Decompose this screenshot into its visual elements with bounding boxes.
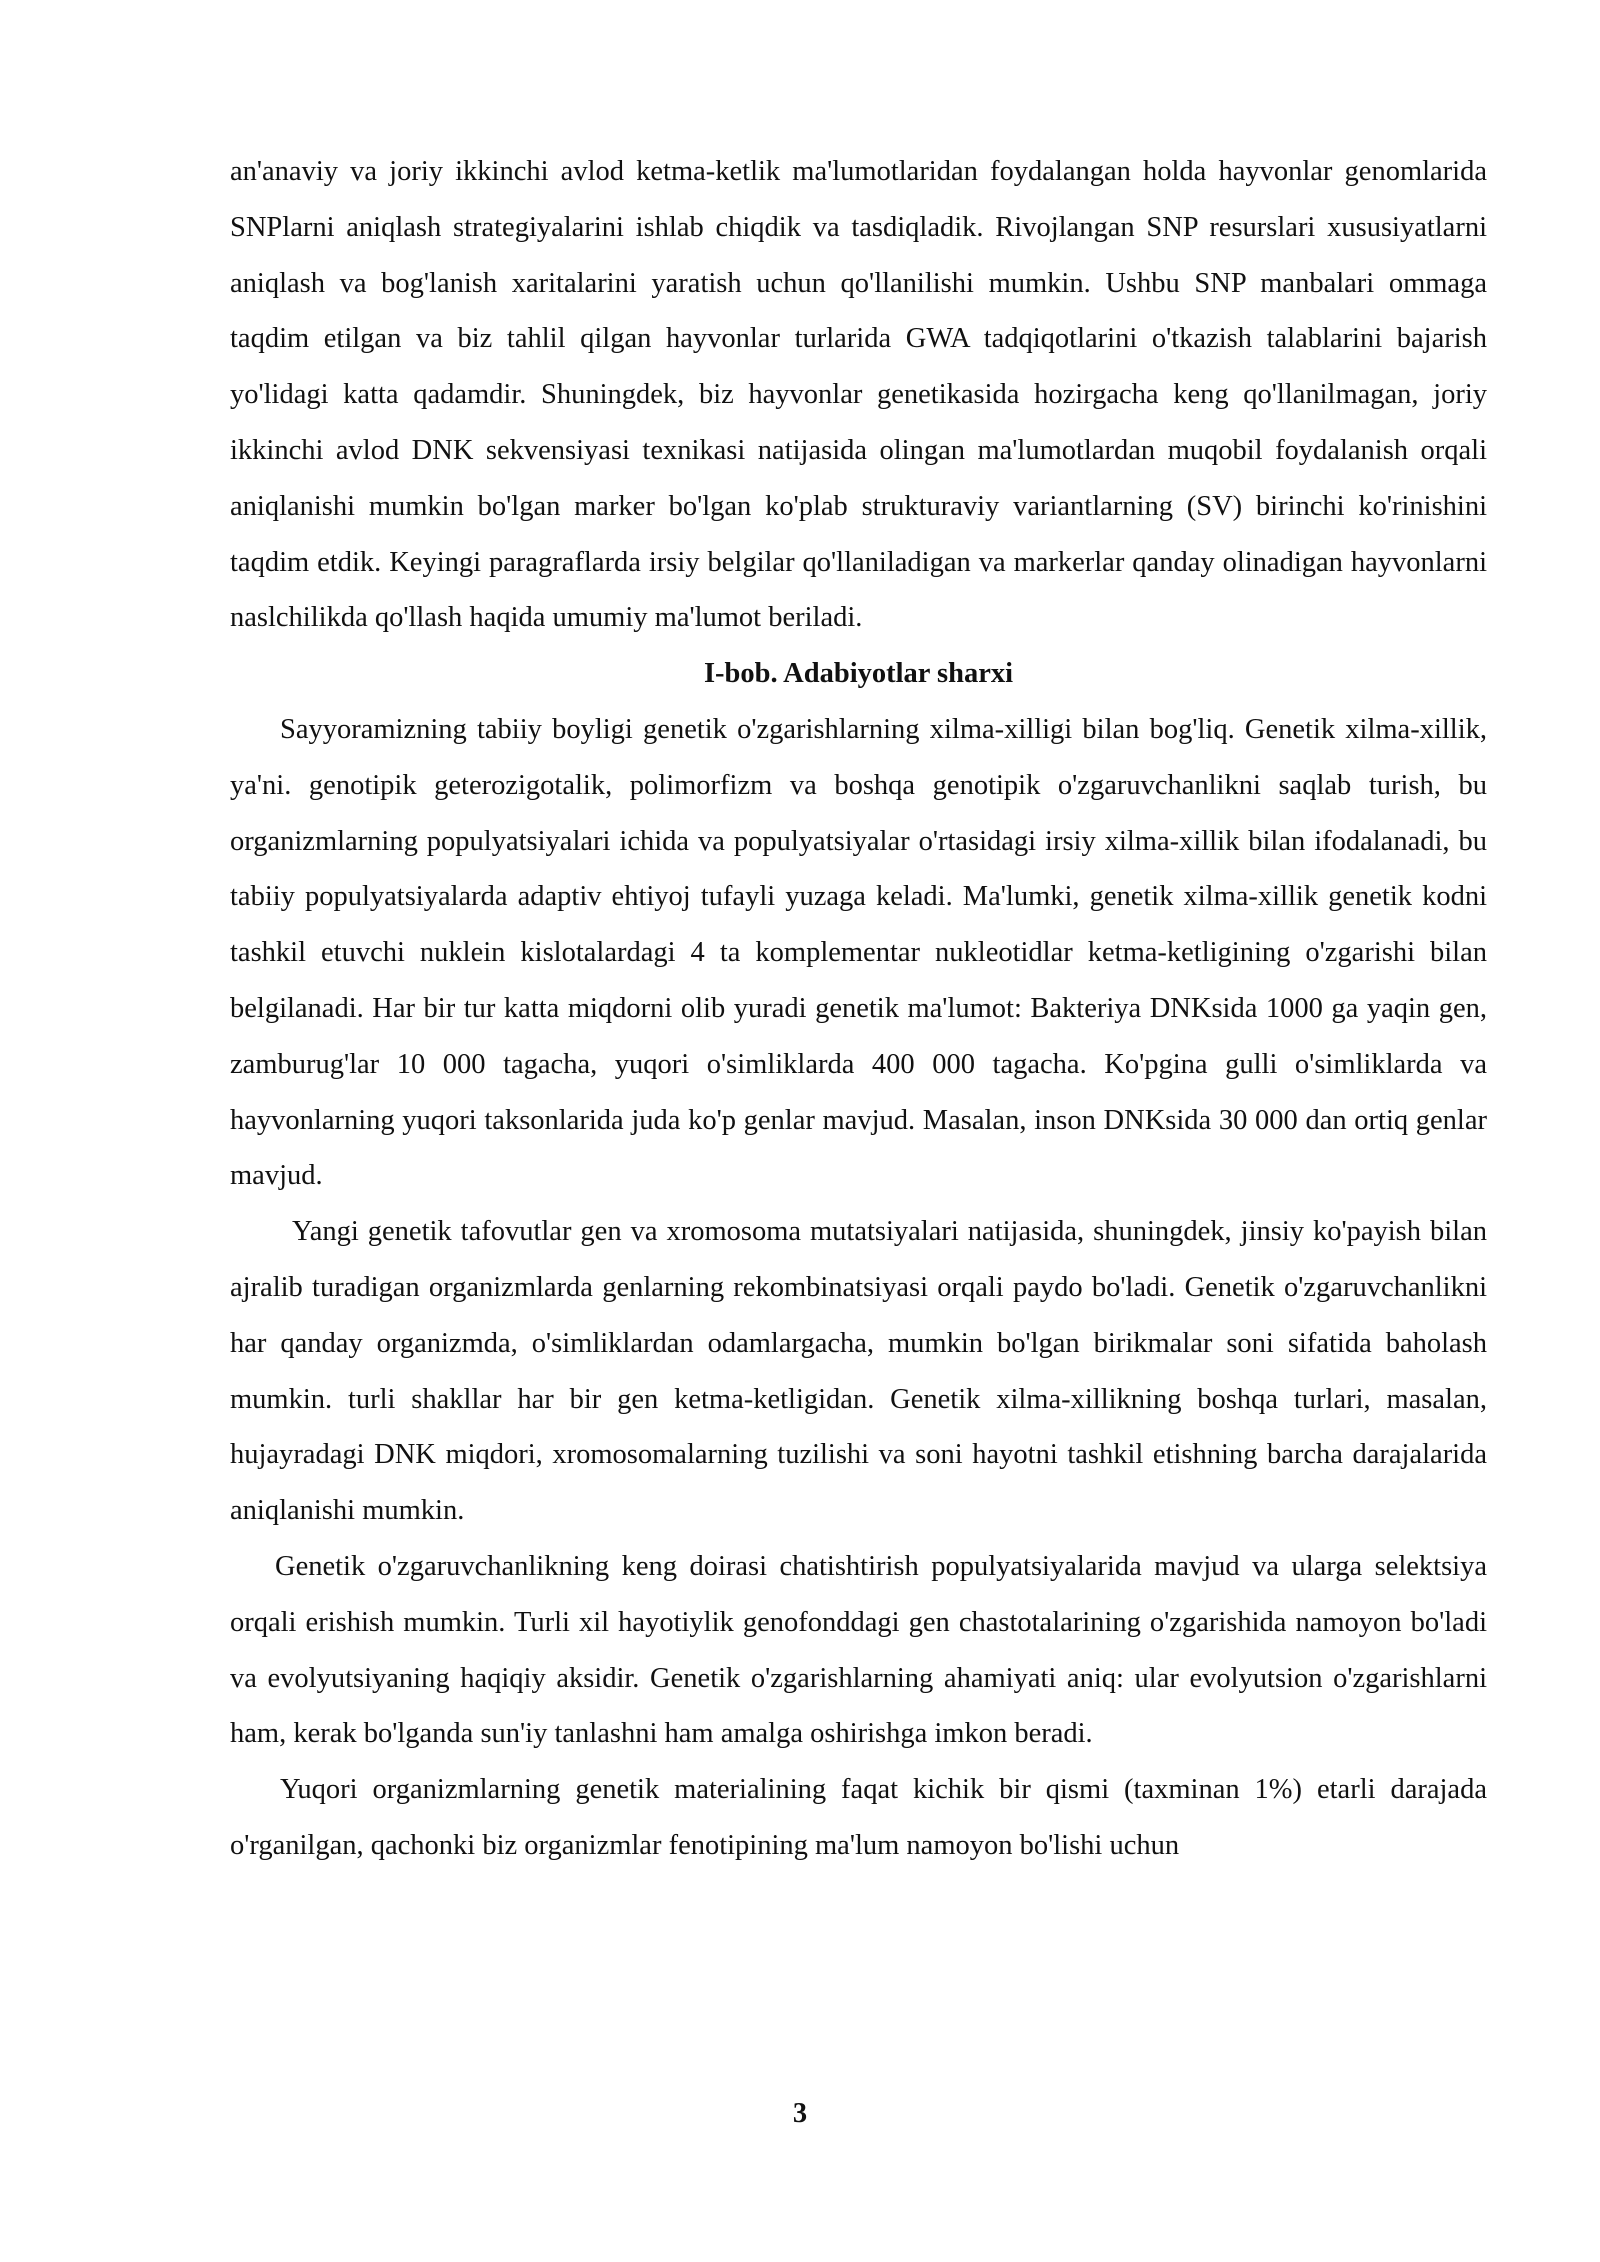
body-paragraph: Sayyoramizning tabiiy boyligi genetik o'zgarishlarning xilma-xilligi bilan bog'liq. Genetik xilma-xillik, ya'ni. genotipik geterozigotalik, polimorfizm va boshqa genotipik o'zgaruvchanlikni saqlab turish, bu organizmlarning populyatsiyalari ichida va populyatsiyalar o'rtasidagi irsiy xilma-xillik bilan ifodalanadi, bu tabiiy populyatsiyalarda adaptiv ehtiyoj tufayli yuzaga keladi. Ma'lumki, genetik xilma-xillik genetik kodni tashkil etuvchi nuklein kislotalardagi 4 ta komplementar nukleotidlar ketma-ketligining o'zgarishi bilan belgilanadi. Har bir tur katta miqdorni olib yuradi genetik ma'lumot: Bakteriya DNKsida 1000 ga yaqin gen, zamburug'lar 10 000 tagacha, yuqori o'simliklarda 400 000 tagacha. Ko'pgina gulli o'simliklarda va hayvonlarning yuqori taksonlarida juda ko'p genlar mavjud. Masalan, inson DNKsida 30 000 dan ortiq genlar mavjud. xyxy=(230,713,1487,1192)
text-column xyxy=(230,144,1487,1874)
page-number: 3 xyxy=(792,2098,808,2129)
intro-paragraph: an'anaviy va joriy ikkinchi avlod ketma-ketlik ma'lumotlaridan foydalangan holda hayvonlar genomlarida SNPlarni aniqlash strategiyalarini ishlab chiqdik va tasdiqladik. Rivojlangan SNP resurslari xususiyatlarni aniqlash va bog'lanish xaritalarini yaratish uchun qo'llanilishi mumkin. Ushbu SNP manbalari ommaga taqdim etilgan va biz tahlil qilgan hayvonlar turlarida GWA tadqiqotlarini o'tkazish talablarini bajarish yo'lidagi katta qadamdir. Shuningdek, biz hayvonlar genetikasida hozirgacha keng qo'llanilmagan, joriy ikkinchi avlod DNK sekvensiyasi texnikasi natijasida olingan ma'lumotlardan muqobil foydalanish orqali aniqlanishi mumkin bo'lgan marker bo'lgan ko'plab strukturaviy variantlarning (SV) birinchi ko'rinishini taqdim etdik. Keyingi paragraflarda irsiy belgilar qo'llaniladigan va markerlar qanday olinadigan hayvonlarni naslchilikda qo'llash haqida umumiy ma'lumot beriladi. xyxy=(230,156,1487,634)
chapter-heading: I-bob. Adabiyotlar sharxi xyxy=(703,658,1014,690)
body-paragraph: Genetik o'zgaruvchanlikning keng doirasi chatishtirish populyatsiyalarida mavjud va ularga selektsiya orqali erishish mumkin. Turli xil hayotiylik genofonddagi gen chastotalarining o'zgarishida namoyon bo'ladi va evolyutsiyaning haqiqiy aksidir. Genetik o'zgarishlarning ahamiyati aniq: ular evolyutsion o'zgarishlarni ham, kerak bo'lganda sun'iy tanlashni ham amalga oshirishga imkon beradi. xyxy=(230,1550,1487,1750)
body-paragraph: Yuqori organizmlarning genetik materialining faqat kichik bir qismi (taxminan 1%) etarli darajada o'rganilgan, qachonki biz organizmlar fenotipining ma'lum namoyon bo'lishi uchun xyxy=(230,1774,1487,1861)
body-paragraph: Yangi genetik tafovutlar gen va xromosoma mutatsiyalari natijasida, shuningdek, jinsiy ko'payish bilan ajralib turadigan organizmlarda genlarning rekombinatsiyasi orqali paydo bo'ladi. Genetik o'zgaruvchanlikni har qanday organizmda, o'simliklardan odamlargacha, mumkin bo'lgan birikmalar soni sifatida baholash mumkin. turli shakllar har bir gen ketma-ketligidan. Genetik xilma-xillikning boshqa turlari, masalan, hujayradagi DNK miqdori, xromosomalarning tuzilishi va soni hayotni tashkil etishning barcha darajalarida aniqlanishi mumkin. xyxy=(230,1216,1487,1527)
